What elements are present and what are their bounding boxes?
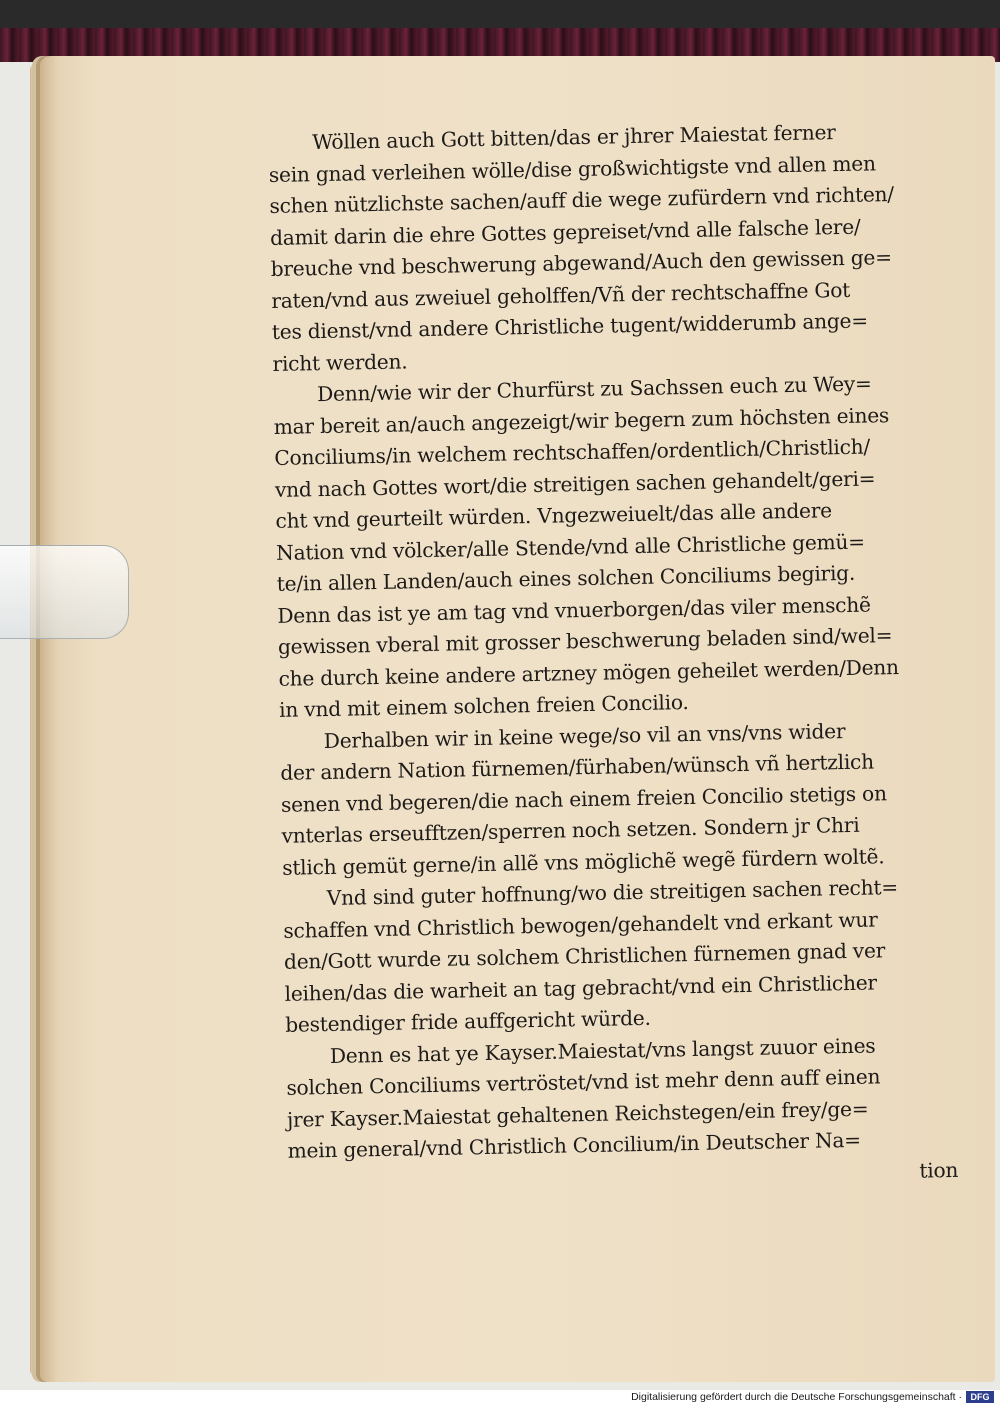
page-clip-tab	[0, 545, 129, 639]
catchword: tion	[919, 1157, 959, 1183]
text-line: raten/vnd aus zweiuel geholffen/Vñ der rechtschaffne Got	[271, 277, 851, 313]
text-line: che durch keine andere artzney mögen geheilet werden/Denn	[278, 654, 900, 691]
text-line: Nation vnd völcker/alle Stende/vnd alle Christliche gemü=	[275, 529, 866, 565]
text-line: senen vnd begeren/die nach einem freien Concilio stetigs on	[280, 780, 887, 817]
text-line: schen nützlichste sachen/auff die wege zufürdern vnd richten/	[269, 182, 895, 218]
page-text	[268, 115, 958, 1199]
footer-credit: Digitalisierung gefördert durch die Deutsche Forschungsgemeinschaft ·	[631, 1391, 962, 1403]
text-line: Vnd sind guter hoffnung/wo die streitigen sachen recht=	[326, 875, 899, 911]
text-line: in vnd mit einem solchen freien Concilio.	[278, 690, 689, 722]
text-line: mein general/vnd Christlich Concilium/in Deutscher Na=	[287, 1127, 862, 1163]
text-line: gewissen vberal mit grosser beschwerung beladen sind/wel=	[277, 623, 893, 659]
binding-strip	[0, 0, 1000, 30]
text-line: damit darin die ehre Gottes gepreiset/vnd alle falsche lere/	[269, 214, 861, 250]
text-line: Wöllen auch Gott bitten/das er jhrer Maiestat ferner	[312, 120, 836, 155]
text-line: der andern Nation fürnemen/fürhaben/wünsch vñ hertzlich	[280, 749, 875, 785]
text-line: jrer Kayser.Maiestat gehaltenen Reichstegen/ein frey/ge=	[286, 1096, 869, 1132]
text-line: Denn/wie wir der Churfürst zu Sachssen euch zu Wey=	[316, 371, 872, 407]
text-line: leihen/das die warheit an tag gebracht/vnd ein Christlicher	[284, 969, 878, 1006]
text-line: Denn das ist ye am tag vnd vnuerborgen/das viler menschẽ	[277, 592, 871, 628]
text-line: breuche vnd beschwerung abgewand/Auch den gewissen ge=	[270, 245, 892, 281]
text-line: richt werden.	[272, 348, 408, 376]
text-line: solchen Conciliums vertröstet/vnd ist mehr denn auff einen	[286, 1064, 881, 1100]
text-line: Conciliums/in welchem rechtschaffen/ordentlich/Christlich/	[274, 434, 871, 470]
text-line: den/Gott wurde zu solchem Christlichen fürnemen gnad ver	[283, 938, 886, 974]
text-line: cht vnd geurteilt würden. Vngezweiuelt/das alle andere	[275, 498, 833, 533]
text-line: vnterlas erseufftzen/sperren noch setzen. Sondern jr Chri	[281, 812, 860, 848]
dfg-logo: DFG	[966, 1391, 994, 1403]
text-line: tes dienst/vnd andere Christliche tugent/widderumb ange=	[271, 308, 869, 344]
text-line: sein gnad verleihen wölle/dise großwichtigste vnd allen men	[268, 150, 876, 187]
text-line: Denn es hat ye Kayser.Maiestat/vns langst zuuor eines	[329, 1033, 876, 1068]
text-line: vnd nach Gottes wort/die streitigen sachen gehandelt/geri=	[274, 465, 876, 502]
text-line: Derhalben wir in keine wege/so vil an vns/vns wider	[323, 718, 846, 753]
text-line: mar bereit an/auch angezeigt/wir begern zum höchsten eines	[273, 402, 890, 439]
text-line: schaffen vnd Christlich bewogen/gehandelt vnd erkant wur	[283, 906, 878, 943]
text-line: te/in allen Landen/auch eines solchen Conciliums begirig.	[276, 560, 856, 596]
text-line: bestendiger fride auffgericht würde.	[284, 1005, 651, 1037]
text-line: stlich gemüt gerne/in allẽ vns möglichẽ wegẽ fürdern woltẽ.	[281, 843, 885, 880]
